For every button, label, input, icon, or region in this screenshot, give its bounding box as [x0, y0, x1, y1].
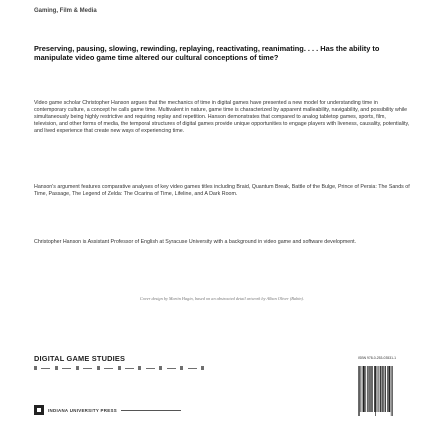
barcode-block [322, 356, 396, 418]
isbn-text: ISBN 978-0-253-03531-1 [358, 356, 396, 360]
cover-credit: Cover design by Martin Hagin, based on an abstracted detail artwork by Alban Oliver (Babin). [139, 296, 305, 301]
cover-headline: Preserving, pausing, slowing, rewinding, replaying, reactivating, reanimating. . . . Has the ability to manipulate video game time altered our cultural conceptions of time? [34, 44, 380, 63]
titles-paragraph: Hanson's argument features comparative analyses of key video games titles including Braid, Quantum Break, Battle of the Bulge, Prince of Persia: The Sands of Time, Passage, The Legend of Zelda: The Ocarina of Time, Lifeline, and A Dark Room. [34, 184, 410, 197]
series-rule-icon [34, 366, 204, 370]
publisher-logo-icon [34, 405, 44, 415]
barcode-icon [322, 366, 396, 418]
publisher-rule [121, 410, 181, 411]
author-bio: Christopher Hanson is Assistant Professor of English at Syracuse University with a background in video game and software development. [34, 239, 357, 245]
publisher-block [34, 405, 181, 415]
description-paragraph: Video game scholar Christopher Hanson argues that the mechanics of time in digital games have presented a new model for understanding time in contemporary culture, a concept he calls game time. Multivalent in nature, game time is characterized by apparent malleability, navigability, and possibility while simultaneously being highly restrictive and requiring replay and repetition. Hanson demonstrates that compared to analog tabletop games, sports, film, television, and other forms of media, the temporal structures of digital games provide unique opportunities to engage players with liveness, causality, potentiality, and lived experience that create new ways of experiencing time. [34, 100, 410, 134]
series-tag: Gaming, Film & Media [34, 8, 97, 14]
series-block [34, 354, 224, 370]
publisher-name: INDIANA UNIVERSITY PRESS [48, 407, 117, 413]
series-logo: DIGITAL GAME STUDIES [34, 354, 126, 363]
